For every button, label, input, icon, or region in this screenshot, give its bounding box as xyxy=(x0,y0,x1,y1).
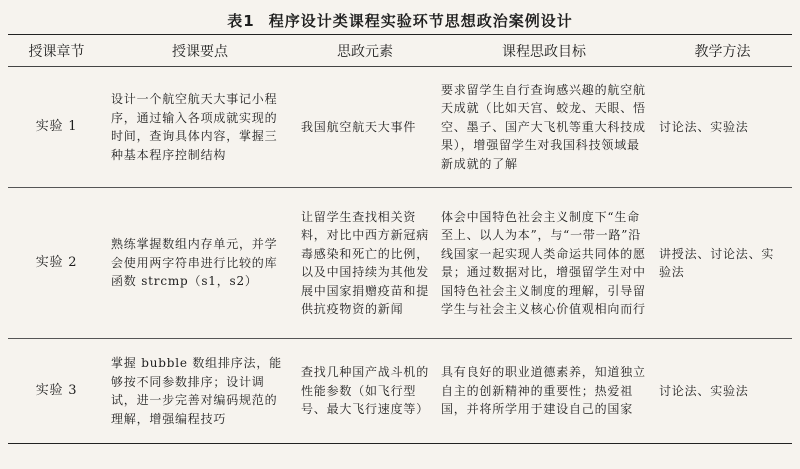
table-number: 表1 xyxy=(227,12,255,30)
table-caption xyxy=(8,8,792,34)
header-method: 教学方法 xyxy=(653,35,792,67)
case-design-table xyxy=(8,34,792,444)
cell-points: 设计一个航空航天大事记小程序，通过输入各项成就实现的时间，查询具体内容，掌握三种基本程序控制结构 xyxy=(105,67,295,188)
cell-goal: 要求留学生自行查询感兴趣的航空航天成就（比如天宫、蛟龙、天眼、悟空、墨子、国产大飞机等重大科技成果），增强留学生对我国科技领域最新成就的了解 xyxy=(435,67,653,188)
cell-goal: 体会中国特色社会主义制度下“生命至上、以人为本”，与“一带一路”沿线国家一起实现人类命运共同体的愿景；通过数据对比，增强留学生对中国特色社会主义制度的理解，引导留学生与社会主义核心价值观相向而行 xyxy=(435,188,653,339)
table-title: 程序设计类课程实验环节思想政治案例设计 xyxy=(268,12,573,30)
cell-chapter: 实验 3 xyxy=(35,382,78,398)
cell-element: 查找几种国产战斗机的性能参数（如飞行型号、最大飞行速度等） xyxy=(301,365,430,417)
table-row xyxy=(8,67,792,188)
header-row xyxy=(8,35,792,67)
header-element: 思政元素 xyxy=(295,35,435,67)
cell-points: 掌握 bubble 数组排序法，能够按不同参数排序；设计调试，进一步完善对编码规范的理解，增强编程技巧 xyxy=(111,356,282,426)
table-row xyxy=(8,188,792,339)
cell-method: 讨论法、实验法 xyxy=(653,67,792,188)
cell-chapter: 实验 1 xyxy=(8,67,105,188)
cell-points: 熟练掌握数组内存单元，并学会使用两字符串进行比较的库函数 strcmp（s1，s2） xyxy=(105,188,295,339)
table-row xyxy=(8,339,792,444)
cell-element: 让留学生查找相关资料，对比中西方新冠病毒感染和死亡的比例，以及中国持续为其他发展中国家捐赠疫苗和提供抗疫物资的新闻 xyxy=(295,188,435,339)
cell-goal: 具有良好的职业道德素养，知道独立自主的创新精神的重要性；热爱祖国，并将所学用于建设自己的国家 xyxy=(441,365,646,417)
header-goal: 课程思政目标 xyxy=(435,35,653,67)
cell-element: 我国航空航天大事件 xyxy=(295,67,435,188)
header-points: 授课要点 xyxy=(105,35,295,67)
cell-method: 讨论法、实验法 xyxy=(659,383,749,398)
cell-chapter: 实验 2 xyxy=(8,188,105,339)
header-chapter: 授课章节 xyxy=(8,35,105,67)
cell-method: 讲授法、讨论法、实验法 xyxy=(653,188,792,339)
